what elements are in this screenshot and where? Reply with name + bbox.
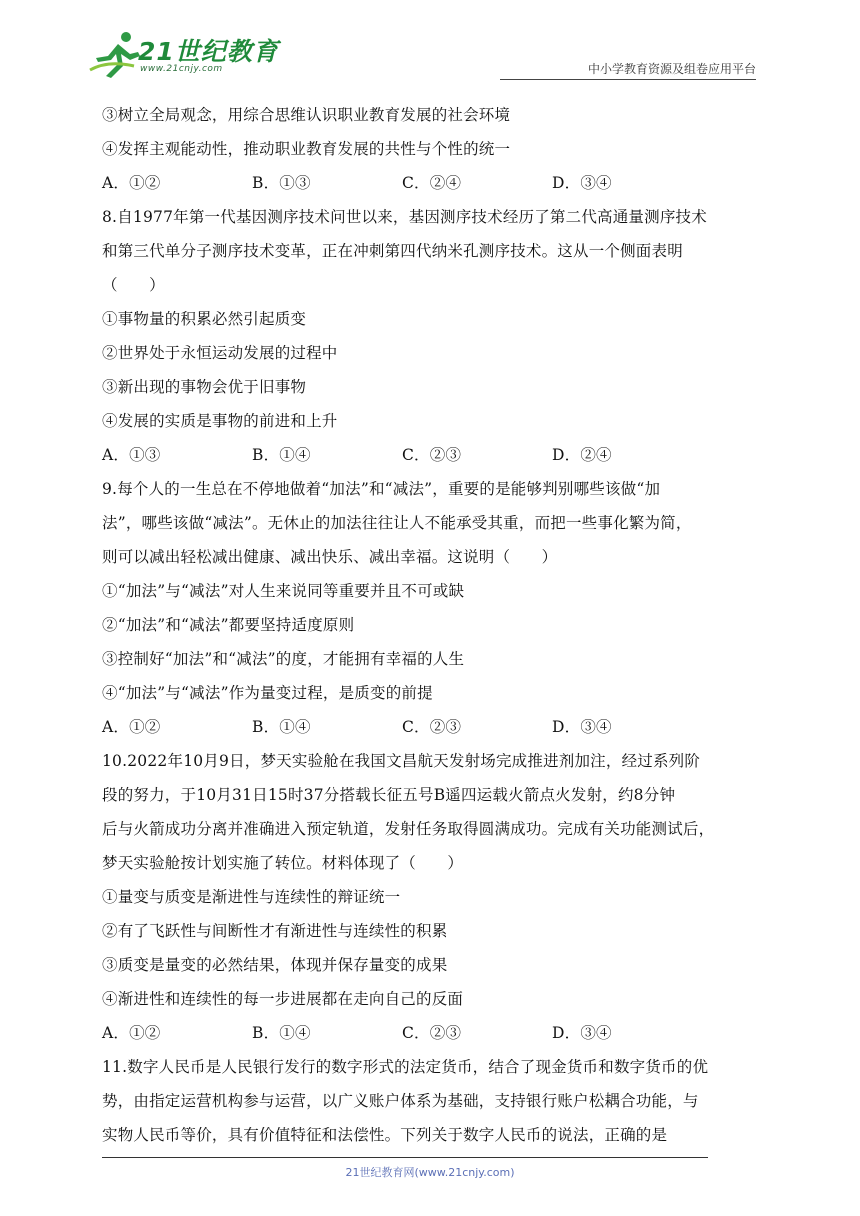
text-line: ②“加法”和“减法”都要坚持适度原则 — [102, 616, 355, 634]
text-line: ②有了飞跃性与间断性才有渐进性与连续性的积累 — [102, 922, 448, 940]
header-divider — [500, 79, 756, 80]
text-line: 法”，哪些该做“减法”。无休止的加法往往让人不能承受其重，而把一些事化繁为简， — [102, 514, 692, 532]
text-line: ①事物量的积累必然引起质变 — [102, 310, 307, 328]
text-line: ③控制好“加法”和“减法”的度，才能拥有幸福的人生 — [102, 650, 465, 668]
text-line: ④渐进性和连续性的每一步进展都在走向自己的反面 — [102, 990, 464, 1008]
text-line: 10.2022年10月9日，梦天实验舱在我国文昌航天发射场完成推进剂加注，经过系列阶 — [102, 752, 701, 770]
text-line: ④“加法”与“减法”作为量变过程，是质变的前提 — [102, 684, 433, 702]
platform-title: 中小学教育资源及组卷应用平台 — [587, 62, 756, 76]
page-header — [0, 0, 860, 90]
text-line: ④发挥主观能动性，推动职业教育发展的共性与个性的统一 — [102, 140, 511, 158]
answer-options — [102, 710, 762, 744]
text-line: ①“加法”与“减法”对人生来说同等重要并且不可或缺 — [102, 582, 465, 600]
answer-options — [102, 1016, 762, 1050]
footer-divider — [102, 1157, 708, 1158]
text-line: 段的努力，于10月31日15时37分搭载长征五号B遥四运载火箭点火发射，约8分钟 — [102, 786, 676, 804]
answer-option: D．③④ — [552, 174, 612, 192]
text-line: 11.数字人民币是人民银行发行的数字形式的法定货币，结合了现金货币和数字货币的优 — [102, 1058, 709, 1076]
text-line: ①量变与质变是渐进性与连续性的辩证统一 — [102, 888, 401, 906]
text-line: ②世界处于永恒运动发展的过程中 — [102, 344, 338, 362]
answer-option: C．②③ — [402, 718, 462, 736]
answer-option: B．①④ — [252, 446, 311, 464]
text-line: 和第三代单分子测序技术变革，正在冲刺第四代纳米孔测序技术。这从一个侧面表明 — [102, 242, 683, 260]
logo-url: www.21cnjy.com — [140, 64, 223, 74]
answer-option: A．①② — [102, 718, 161, 736]
answer-option: A．①③ — [102, 446, 161, 464]
text-line: ③质变是量变的必然结果，体现并保存量变的成果 — [102, 956, 448, 974]
answer-option: D．③④ — [552, 1024, 612, 1042]
text-line: 实物人民币等价，具有价值特征和法偿性。下列关于数字人民币的说法，正确的是 — [102, 1126, 668, 1144]
answer-options — [102, 438, 762, 472]
answer-option: B．①③ — [252, 174, 311, 192]
answer-option: C．②③ — [402, 1024, 462, 1042]
text-line: 梦天实验舱按计划实施了转位。材料体现了（ ） — [102, 854, 464, 872]
text-line: 9.每个人的一生总在不停地做着“加法”和“减法”，重要的是能够判别哪些该做“加 — [102, 480, 661, 498]
text-line: 势，由指定运营机构参与运营，以广义账户体系为基础，支持银行账户松耦合功能，与 — [102, 1092, 699, 1110]
answer-options — [102, 166, 762, 200]
text-line: 则可以减出轻松减出健康、减出快乐、减出幸福。这说明（ ） — [102, 548, 558, 566]
text-line: ③新出现的事物会优于旧事物 — [102, 378, 307, 396]
logo-text: 21世纪教育 — [138, 37, 279, 66]
answer-option: C．②④ — [402, 174, 462, 192]
answer-option: D．②④ — [552, 446, 612, 464]
answer-option: B．①④ — [252, 1024, 311, 1042]
text-line: （ ） — [102, 276, 165, 294]
text-line: 8.自1977年第一代基因测序技术问世以来，基因测序技术经历了第二代高通量测序技术 — [102, 208, 707, 226]
text-line: 后与火箭成功分离并准确进入预定轨道，发射任务取得圆满成功。完成有关功能测试后， — [102, 820, 715, 838]
answer-option: D．③④ — [552, 718, 612, 736]
text-line: ④发展的实质是事物的前进和上升 — [102, 412, 338, 430]
answer-option: A．①② — [102, 1024, 161, 1042]
text-line: ③树立全局观念，用综合思维认识职业教育发展的社会环境 — [102, 106, 511, 124]
answer-option: C．②③ — [402, 446, 462, 464]
document-body — [102, 98, 762, 1152]
logo — [88, 30, 279, 80]
footer-text: 21世纪教育网(www.21cnjy.com) — [345, 1166, 515, 1179]
answer-option: A．①② — [102, 174, 161, 192]
answer-option: B．①④ — [252, 718, 311, 736]
